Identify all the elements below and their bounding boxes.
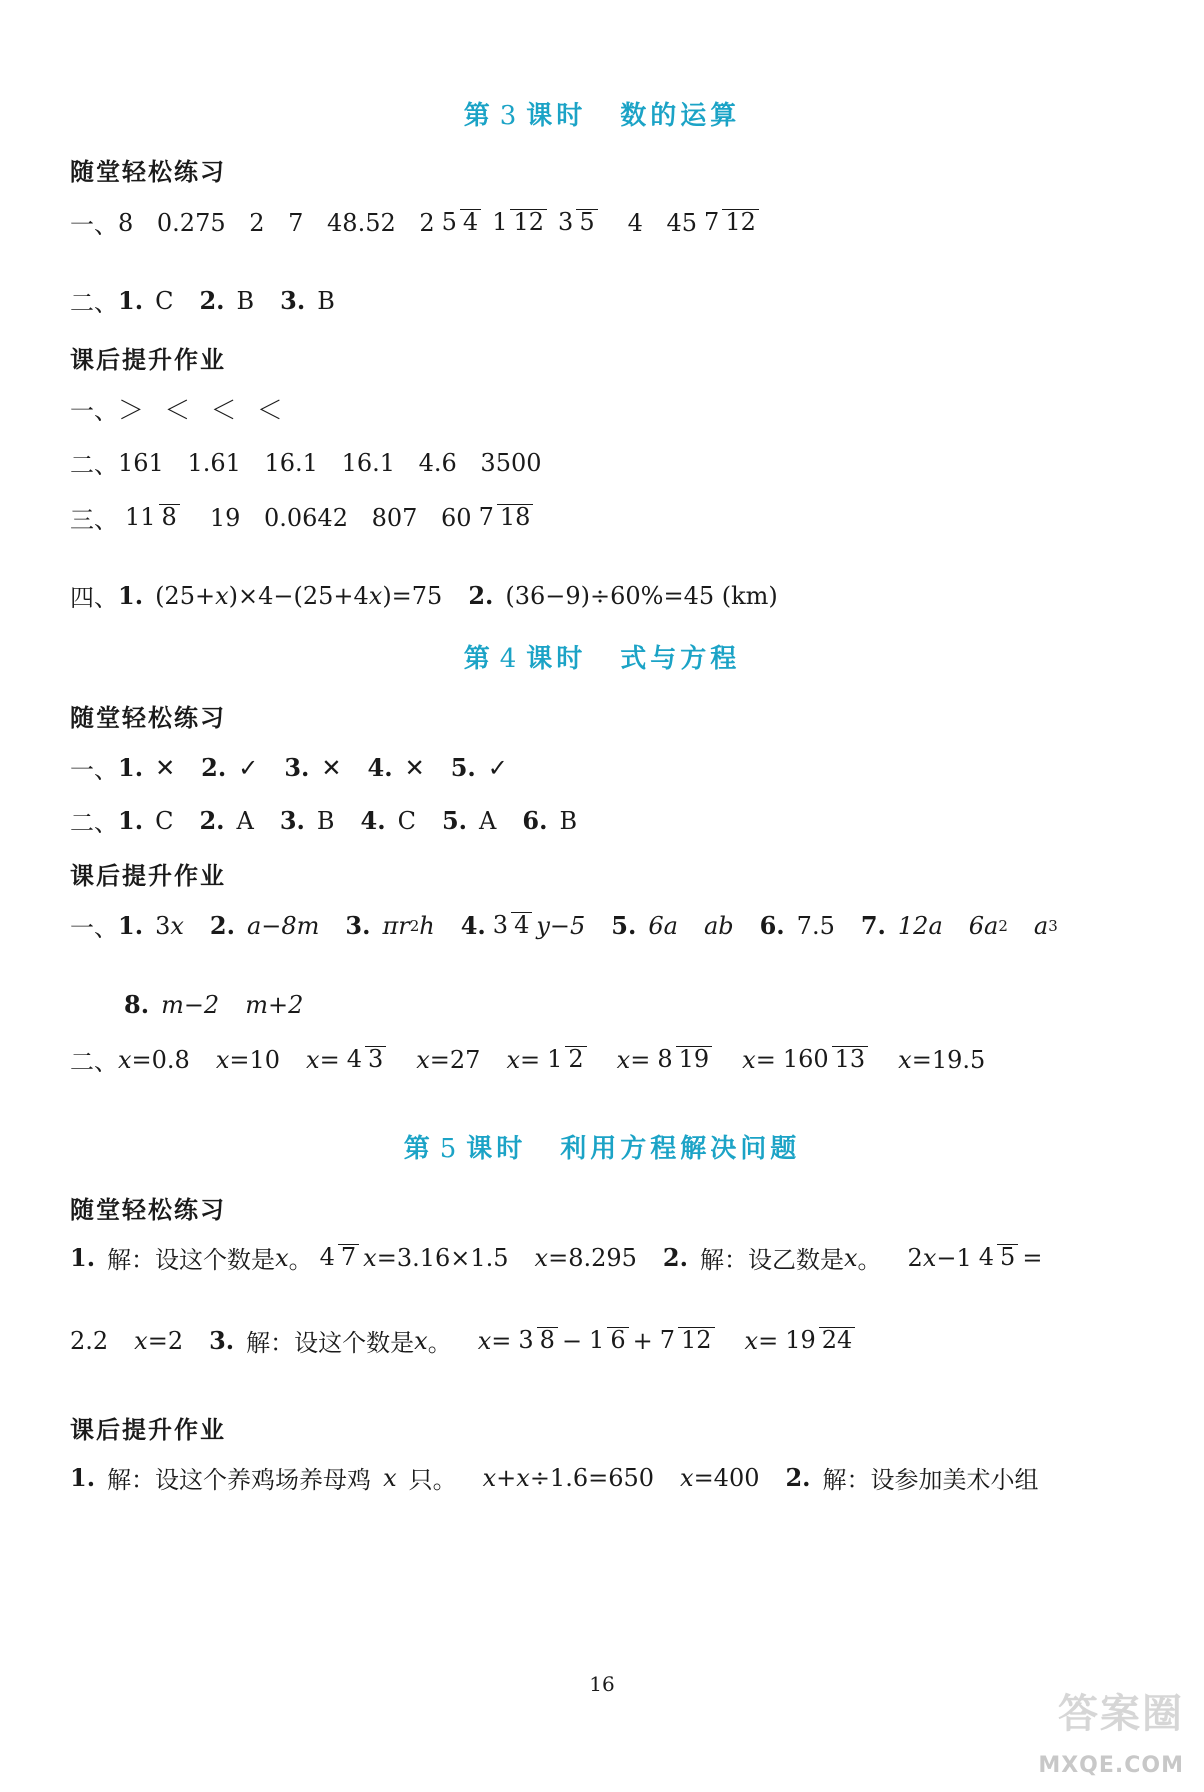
answer: B [236, 286, 255, 315]
punctuation: 。 [288, 1246, 313, 1274]
fraction [555, 209, 598, 235]
watermark-url: MXQE.COM [1038, 1753, 1184, 1778]
answer-line [70, 1460, 1039, 1495]
answer-line [70, 500, 537, 535]
numerator: 160 [782, 1045, 829, 1074]
item-prefix: 二、 [70, 289, 118, 317]
variable: x [275, 1243, 289, 1272]
answer: B [316, 806, 335, 835]
punctuation: 。 [857, 1246, 882, 1274]
answer: A [479, 806, 497, 835]
item-prefix: 二、 [70, 1048, 118, 1076]
equation-part: =19.5 [911, 1045, 986, 1074]
answer: 6a [648, 911, 678, 940]
item-number: 2. [199, 286, 225, 315]
equation-part: )=75 [382, 581, 443, 610]
answer-line [70, 578, 778, 613]
fraction [586, 1327, 629, 1353]
answer: C [397, 806, 416, 835]
answer: 6a [968, 911, 999, 940]
title-lesson: 课时 [526, 644, 587, 674]
variable: x [516, 1463, 530, 1492]
variable: x [616, 1045, 631, 1074]
operator: + [632, 1326, 653, 1355]
fraction [489, 209, 547, 235]
numerator: 11 [125, 503, 156, 532]
variable: x [383, 1463, 397, 1492]
title-prefix: 第 [463, 644, 494, 674]
subheading: 课后提升作业 [70, 1416, 226, 1444]
answer-line [70, 1323, 859, 1358]
fraction [490, 912, 533, 938]
item-number: 1. [118, 806, 144, 835]
fraction [654, 1046, 712, 1072]
lesson-number: 5 [439, 1134, 461, 1164]
denominator: 4 [511, 912, 532, 938]
item-number: 8. [124, 990, 150, 1019]
subheading: 课后提升作业 [70, 862, 226, 890]
answer: m+2 [245, 990, 304, 1019]
cross-icon: ✕ [404, 753, 425, 782]
denominator: 7 [338, 1244, 359, 1270]
equation-part: = [630, 1045, 651, 1074]
fraction [476, 504, 534, 530]
numerator: 4 [319, 1243, 335, 1272]
numerator: 7 [478, 503, 494, 532]
variable: x [363, 1243, 377, 1272]
denominator: 2 [565, 1046, 586, 1072]
variable: x [215, 581, 229, 610]
variable: x [680, 1463, 694, 1492]
variable: x [534, 1243, 549, 1272]
numerator: 1 [492, 208, 508, 237]
denominator: 6 [607, 1327, 628, 1353]
fraction [701, 209, 759, 235]
item-number: 6. [759, 911, 785, 940]
variable: h [419, 911, 435, 940]
item-prefix: 一、 [70, 397, 118, 425]
item-prefix: 二、 [70, 451, 118, 479]
numerator: 5 [441, 208, 457, 237]
numerator: 4 [346, 1045, 362, 1074]
answer: a [1033, 911, 1049, 940]
solution-text: 解：设这个养鸡场养母鸡 [107, 1466, 372, 1494]
item-number: 2. [662, 1243, 688, 1272]
section-title-4 [0, 638, 1204, 675]
denominator: 4 [460, 209, 481, 235]
item-number: 1. [70, 1463, 96, 1492]
numerator: 7 [659, 1326, 675, 1355]
fraction [439, 209, 482, 235]
numerator: 3 [518, 1326, 534, 1355]
subheading: 随堂轻松练习 [70, 1196, 226, 1224]
answer-values: 161 1.61 16.1 16.1 4.6 3500 [118, 448, 542, 477]
numerator: 3 [558, 208, 574, 237]
answer: C [155, 806, 174, 835]
item-number: 4. [460, 911, 486, 940]
equation-part: =27 [429, 1045, 481, 1074]
title-lesson: 课时 [526, 101, 587, 131]
item-number: 5. [611, 911, 637, 940]
fraction [544, 1046, 587, 1072]
equation-part: =0.8 [131, 1045, 190, 1074]
answer-line [70, 750, 508, 785]
answer: πr [382, 911, 410, 940]
item-number: 3. [284, 753, 310, 782]
lesson-number: 3 [499, 101, 521, 131]
item-number: 2. [209, 911, 235, 940]
answer: B [559, 806, 578, 835]
answer-line [70, 803, 577, 838]
answer-line: 一、 1. 3 x 2. a−8m 3. πr 2 h 4. 3 4 y−5 5. 6a ab 6. 7.5 7. 12a 6a 2 a 3 [70, 908, 1058, 943]
item-number: 2. [199, 806, 225, 835]
answer-line [70, 1240, 1042, 1275]
answer: A [236, 806, 254, 835]
fraction [122, 504, 180, 530]
equation: (36−9)÷60%=45 (km) [505, 581, 778, 610]
numerator: 3 [492, 911, 509, 940]
title-name: 式与方程 [620, 644, 741, 674]
numerator: 1 [547, 1045, 563, 1074]
page-number: 16 [589, 1672, 615, 1696]
answer-values: ＞ ＜ ＜ ＜ [118, 396, 283, 426]
answer-values: 4 45 [627, 208, 698, 237]
variable: x [306, 1045, 320, 1074]
item-number: 6. [522, 806, 548, 835]
denominator: 8 [159, 504, 180, 530]
answer-values: 8 0.275 2 7 48.52 2 [118, 208, 435, 237]
item-number: 1. [70, 1243, 96, 1272]
item-prefix: 一、 [70, 211, 118, 239]
operator: + [496, 1463, 517, 1492]
answer-line [70, 205, 763, 240]
equation-part: = [520, 1045, 541, 1074]
solution-text: 解：设这个数是 [246, 1329, 415, 1357]
item-prefix: 四、 [70, 584, 118, 612]
variable: x [134, 1326, 148, 1355]
answer: m−2 [161, 990, 220, 1019]
answer: 3 [155, 911, 171, 940]
variable: x [922, 1243, 937, 1272]
answer: 7.5 [796, 911, 835, 940]
denominator: 12 [722, 209, 759, 235]
equation-part: 2 [907, 1243, 923, 1272]
numerator: 4 [978, 1243, 995, 1272]
equation-part: (25+ [155, 581, 216, 610]
answer-line [124, 990, 303, 1019]
punctuation: 。 [427, 1329, 452, 1357]
equation-part: =8.295 [548, 1243, 637, 1272]
subheading: 课后提升作业 [70, 346, 226, 374]
equation-part: = [491, 1326, 512, 1355]
watermark-text: 答案圈 [1058, 1691, 1184, 1737]
subheading: 随堂轻松练习 [70, 704, 226, 732]
equation-part: = [1022, 1243, 1043, 1272]
variable: x [742, 1045, 756, 1074]
answer-line [70, 1042, 985, 1077]
denominator: 24 [819, 1327, 856, 1353]
fraction [780, 1046, 868, 1072]
equation-part: =400 [693, 1463, 760, 1492]
variable: x [898, 1045, 912, 1074]
solution-text: 解：设参加美术小组 [822, 1466, 1039, 1494]
equation-part: 2.2 [70, 1326, 109, 1355]
answer-line [70, 445, 542, 480]
denominator: 12 [510, 209, 547, 235]
denominator: 5 [576, 209, 597, 235]
variable: x [118, 1045, 132, 1074]
check-icon: ✓ [487, 753, 508, 782]
fraction [782, 1327, 855, 1353]
item-number: 5. [450, 753, 476, 782]
item-prefix: 一、 [70, 756, 118, 784]
subheading: 随堂轻松练习 [70, 158, 226, 186]
answer: ab [703, 911, 734, 940]
title-name: 利用方程解决问题 [560, 1134, 801, 1164]
equation-part: )×4−(25+4 [228, 581, 369, 610]
title-name: 数的运算 [620, 101, 741, 131]
fraction [657, 1327, 715, 1353]
answer-line [70, 283, 335, 318]
denominator: 12 [678, 1327, 715, 1353]
numerator: 1 [589, 1326, 605, 1355]
variable: x [744, 1326, 759, 1355]
answer-line [70, 390, 283, 427]
equation-part: = [755, 1045, 776, 1074]
cross-icon: ✕ [155, 753, 176, 782]
solution-text: 只。 [408, 1466, 457, 1494]
equation-part: ÷1.6=650 [529, 1463, 655, 1492]
title-prefix: 第 [403, 1134, 434, 1164]
numerator: 7 [704, 208, 720, 237]
numerator: 19 [785, 1326, 816, 1355]
fraction [976, 1244, 1019, 1270]
cross-icon: ✕ [321, 753, 342, 782]
answer: a−8m [246, 911, 320, 940]
answer: B [317, 286, 335, 315]
fraction [317, 1244, 360, 1270]
equation-part: = [319, 1045, 340, 1074]
item-number: 2. [785, 1463, 811, 1492]
item-number: 1. [118, 581, 144, 610]
lesson-number: 4 [499, 644, 521, 674]
watermark-logo [1038, 1682, 1184, 1778]
equation-part: =10 [229, 1045, 281, 1074]
denominator: 3 [365, 1046, 386, 1072]
variable: x [368, 581, 383, 610]
variable: x [843, 1243, 858, 1272]
variable: x [477, 1326, 492, 1355]
denominator: 8 [537, 1327, 558, 1353]
item-number: 1. [118, 286, 144, 315]
variable: x [506, 1045, 520, 1074]
answer: y−5 [536, 911, 586, 940]
item-number: 2. [468, 581, 494, 610]
denominator: 19 [676, 1046, 713, 1072]
item-prefix: 一、 [70, 914, 118, 942]
equation-part: =3.16×1.5 [376, 1243, 509, 1272]
item-prefix: 三、 [70, 506, 118, 534]
denominator: 5 [997, 1244, 1018, 1270]
fraction [344, 1046, 387, 1072]
item-number: 3. [279, 806, 305, 835]
variable: x [215, 1045, 230, 1074]
answer: C [155, 286, 174, 315]
item-number: 3. [345, 911, 371, 940]
item-number: 1. [118, 911, 144, 940]
section-title-3 [0, 95, 1204, 132]
numerator: 8 [657, 1045, 673, 1074]
variable: x [170, 911, 184, 940]
item-number: 5. [441, 806, 468, 835]
item-number: 3. [280, 286, 306, 315]
variable: x [416, 1045, 430, 1074]
item-number: 3. [209, 1326, 235, 1355]
variable: x [482, 1463, 497, 1492]
answer-values: 19 0.0642 807 60 [209, 503, 472, 532]
item-number: 4. [360, 806, 386, 835]
title-lesson: 课时 [466, 1134, 527, 1164]
denominator: 13 [832, 1046, 869, 1072]
variable: x [414, 1326, 428, 1355]
section-title-5 [0, 1128, 1204, 1165]
operator: − [561, 1326, 583, 1355]
check-icon: ✓ [238, 753, 259, 782]
fraction [515, 1327, 558, 1353]
denominator: 18 [497, 504, 534, 530]
equation-part: −1 [936, 1243, 972, 1272]
title-prefix: 第 [463, 101, 494, 131]
item-number: 4. [367, 753, 393, 782]
item-prefix: 二、 [70, 809, 118, 837]
equation-part: =2 [147, 1326, 184, 1355]
answer: 12a [897, 911, 943, 940]
item-number: 7. [860, 911, 886, 940]
equation-part: = [758, 1326, 779, 1355]
solution-text: 解：设这个数是 [107, 1246, 276, 1274]
item-number: 2. [201, 753, 227, 782]
solution-text: 解：设乙数是 [699, 1246, 844, 1274]
item-number: 1. [118, 753, 144, 782]
